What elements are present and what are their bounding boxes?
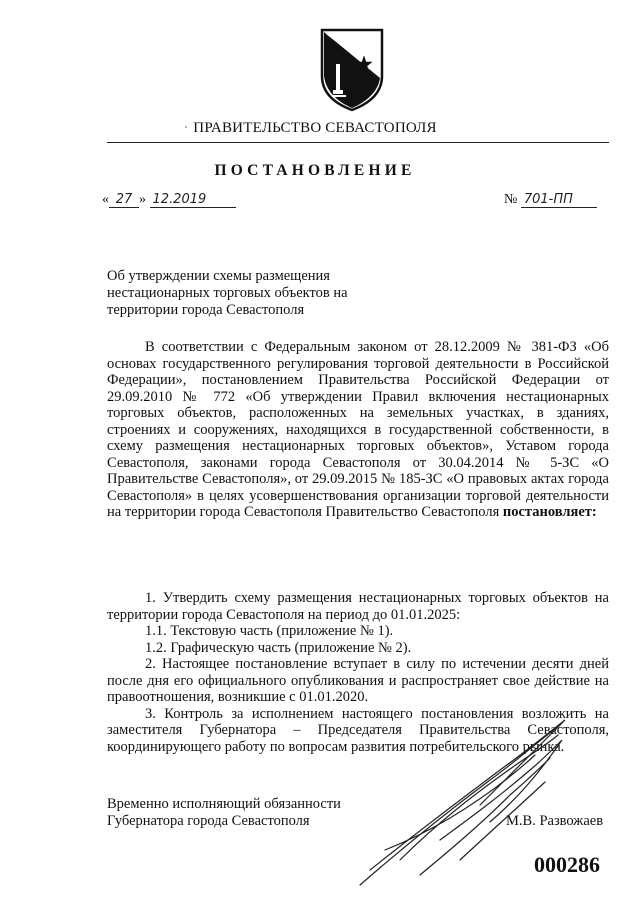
serial-number: 000286	[534, 852, 600, 877]
date-open-quote: «	[102, 192, 109, 207]
registration-date	[102, 192, 236, 208]
government-name: ПРАВИТЕЛЬСТВО СЕВАСТОПОЛЯ	[193, 120, 437, 136]
point-2: 2. Настоящее постановление вступает в силу по истечении десяти дней после дня его официального опубликования и распространяет свое действие на правоотношения, возникшие с 01.01.2020.	[107, 656, 609, 705]
document-subject: Об утверждении схемы размещения нестационарных торговых объектов на территории города Севастополя	[107, 268, 348, 318]
document-type-title: ПОСТАНОВЛЕНИЕ	[214, 162, 416, 179]
point-1-1: 1.1. Текстовую часть (приложение № 1).	[145, 623, 394, 639]
decree-word: постановляет:	[502, 504, 597, 520]
date-month-year: 12.2019	[150, 192, 236, 208]
preamble-paragraph	[107, 339, 609, 521]
date-close-quote: »	[139, 192, 146, 207]
point-3: 3. Контроль за исполнением настоящего постановления возложить на заместителя Губернатора – Председателя Правительства Севастополя, координирующего работу по вопросам развития потребительского рынка.	[107, 705, 609, 755]
coat-of-arms-emblem	[318, 26, 386, 112]
document-number: 701-ПП	[521, 192, 597, 208]
signatory-position	[107, 796, 341, 830]
point-1: 1. Утвердить схему размещения нестационарных торговых объектов на территории города Севастополя на период до 01.01.2025:	[107, 590, 609, 623]
preamble-text: В соответствии с Федеральным законом от 28.12.2009 № 381-ФЗ «Об основах государственного регулирования торговой деятельности в Российской Федерации», постановлением Правительства Российской Федерации от 29.09.2010 № 772 «Об утверждении Правил включения нестационарных торговых объектов, расположенных на земельных участках, в зданиях, строениях и сооружениях, находящихся в государственной собственности, в схему размещения нестационарных торговых объектов», Уставом города Севастополя, законами города Севастополя от 30.04.2014 № 5-ЗС «О Правительстве Севастополя», от 29.09.2015 № 185-ЗС «О правовых актах города Севастополя» в целях усовершенствования организации торговой деятельности на территории города Севастополя Правительство Севастополя	[107, 339, 609, 520]
position-line-1: Временно исполняющий обязанности	[107, 796, 341, 812]
date-day: 27	[109, 192, 139, 208]
scan-speck	[185, 126, 187, 128]
point-1-2: 1.2. Графическую часть (приложение № 2).	[145, 639, 412, 656]
registration-number	[504, 192, 597, 208]
position-line-2: Губернатора города Севастополя	[107, 813, 310, 829]
header-divider	[107, 142, 609, 143]
number-sign: №	[504, 192, 518, 207]
signatory-name: М.В. Развожаев	[506, 813, 604, 829]
